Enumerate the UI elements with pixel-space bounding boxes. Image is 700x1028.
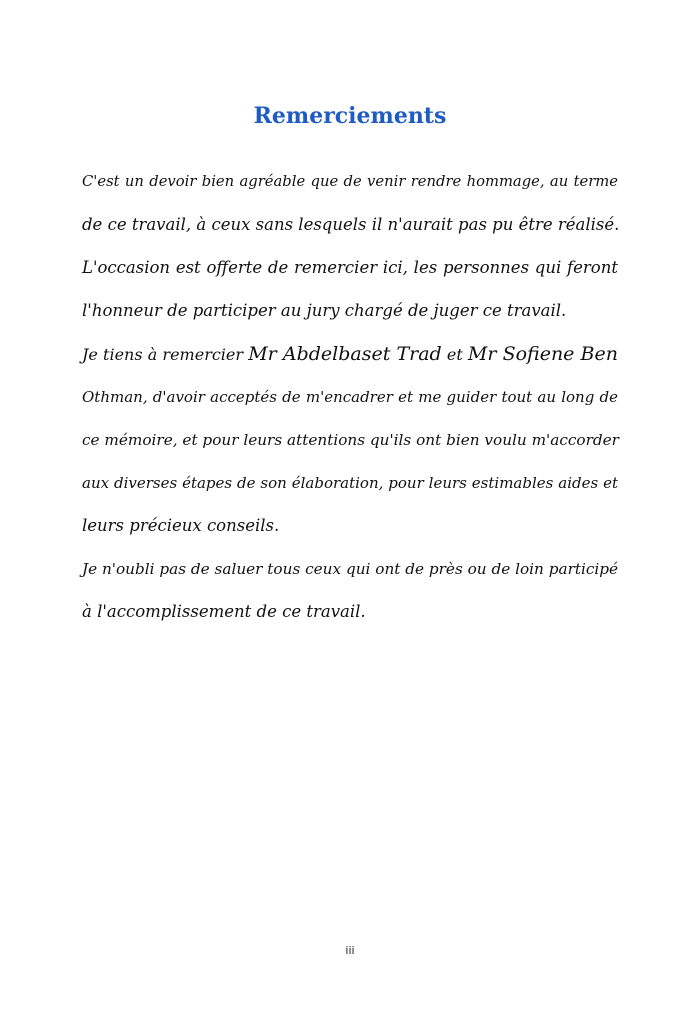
paragraph-line: de ce travail, à ceux sans lesquels il n'aurait pas pu être réalisé. [82, 215, 620, 234]
text-segment: Je tiens à remercier [82, 345, 249, 364]
supervisor-name: Mr Abdelbaset Trad [248, 343, 442, 365]
paragraph-line: L'occasion est offerte de remercier ici, les personnes qui feront [82, 258, 618, 277]
paragraph-1 [82, 170, 618, 256]
paragraph-line: aux diverses étapes de son élaboration, pour leurs estimables aides et [82, 474, 618, 492]
paragraph-line: leurs précieux conseils. [82, 516, 280, 535]
paragraph-line: Othman, d'avoir acceptés de m'encadrer et me guider tout au long de [82, 388, 618, 406]
paragraph-line: l'honneur de participer au jury chargé de juger ce travail. [82, 301, 567, 320]
paragraph-line: Je n'oubli pas de saluer tous ceux qui ont de près ou de loin participé [82, 560, 619, 578]
paragraph-line: à l'accomplissement de ce travail. [82, 602, 366, 621]
text-segment: et [441, 345, 468, 364]
paragraph-3 [82, 342, 618, 557]
paragraph-4 [82, 557, 618, 643]
paragraph-line-names [82, 342, 618, 385]
supervisor-name: Mr Sofiene Ben [467, 343, 618, 365]
page-number: iii [345, 944, 355, 957]
paragraph-2 [82, 256, 618, 342]
paragraph-line: ce mémoire, et pour leurs attentions qu'ils ont bien voulu m'accorder [82, 431, 619, 449]
paragraph-line: C'est un devoir bien agréable que de venir rendre hommage, au terme [82, 173, 618, 190]
page-title: Remerciements [253, 103, 447, 129]
